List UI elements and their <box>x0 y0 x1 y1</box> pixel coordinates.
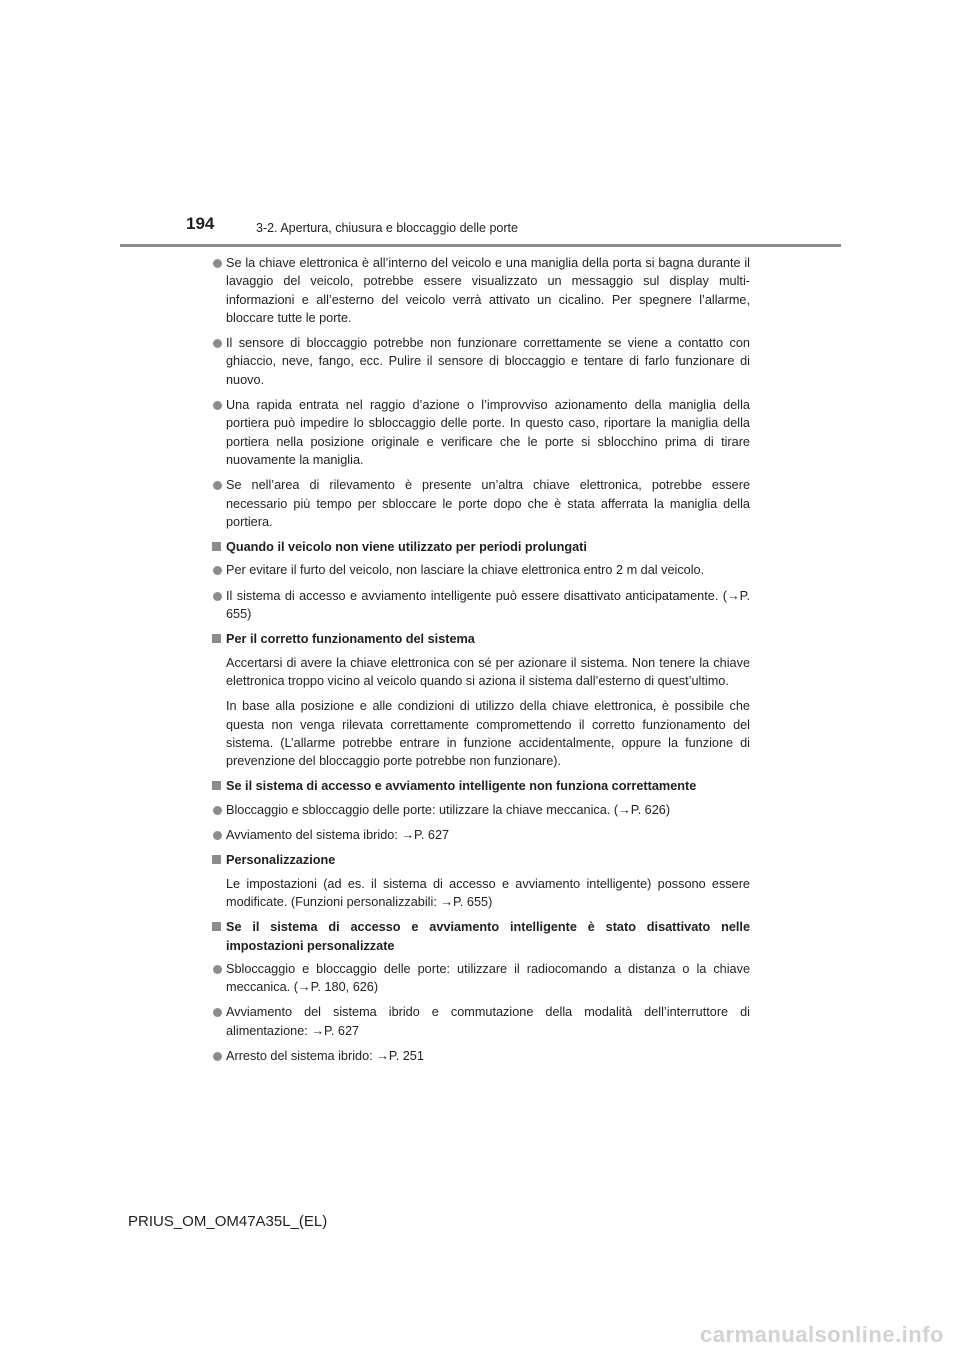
bullet-item <box>210 1003 750 1040</box>
bullet-icon <box>213 592 222 601</box>
section-heading <box>210 538 750 556</box>
heading-text: Personalizzazione <box>226 853 336 868</box>
bullet-text: Una rapida entrata nel raggio d’azione o l’improvviso azionamento della maniglia della portiera può impedire lo sbloccaggio delle porte. In questo caso, riportare la maniglia della portiera nella posizione originale e verificare che le porte si sblocchino prima di tirare nuovamente la maniglia. <box>226 398 750 467</box>
bullet-text: Se la chiave elettronica è all’interno del veicolo e una maniglia della porta si bagna durante il lavaggio del veicolo, potrebbe essere visualizzato un messaggio sul display multi-informazioni e all’esterno del veicolo verrà attivato un cicalino. Per spegnere l’allarme, bloccare tutte le porte. <box>226 256 750 325</box>
bullet-item <box>210 396 750 469</box>
section-heading <box>210 851 750 869</box>
square-icon <box>212 855 221 864</box>
bullet-text: Il sistema di accesso e avviamento intelligente può essere disattivato anticipatamente. (→P. 655) <box>226 588 750 622</box>
heading-text: Se il sistema di accesso e avviamento intelligente non funziona correttamente <box>226 779 697 794</box>
square-icon <box>212 634 221 643</box>
bullet-item <box>210 960 750 997</box>
bullet-text: Il sensore di bloccaggio potrebbe non funzionare correttamente se viene a contatto con ghiaccio, neve, fango, ecc. Pulire il sensore di bloccaggio e tentare di farlo funzionare di nuovo. <box>226 336 750 387</box>
bullet-icon <box>213 1052 222 1061</box>
header-divider <box>120 244 841 247</box>
section-title: 3-2. Apertura, chiusura e bloccaggio delle porte <box>256 221 518 235</box>
bullet-icon <box>213 481 222 490</box>
paragraph: Le impostazioni (ad es. il sistema di accesso e avviamento intelligente) possono essere modificate. (Funzioni personalizzabili: →P. 655) <box>226 876 750 909</box>
square-icon <box>212 781 221 790</box>
bullet-item <box>210 587 750 624</box>
bullet-icon <box>213 259 222 268</box>
bullet-icon <box>213 401 222 410</box>
bullet-item <box>210 561 750 579</box>
square-icon <box>212 542 221 551</box>
bullet-icon <box>213 339 222 348</box>
bullet-text: Sbloccaggio e bloccaggio delle porte: utilizzare il radiocomando a distanza o la chiave meccanica. (→P. 180, 626) <box>226 961 750 995</box>
footer-doc-code: PRIUS_OM_OM47A35L_(EL) <box>128 1213 328 1230</box>
bullet-text: Avviamento del sistema ibrido e commutazione della modalità dell’interruttore di alimentazione: →P. 627 <box>226 1005 750 1038</box>
section-heading <box>210 630 750 648</box>
page-number: 194 <box>186 214 215 233</box>
heading-text: Se il sistema di accesso e avviamento intelligente è stato disattivato nelle impostazioni personalizzate <box>226 920 750 953</box>
bullet-icon <box>213 1008 222 1017</box>
bullet-icon <box>213 965 222 974</box>
bullet-text: Avviamento del sistema ibrido: →P. 627 <box>226 828 450 843</box>
bullet-item <box>210 254 750 327</box>
bullet-text: Arresto del sistema ibrido: →P. 251 <box>226 1048 424 1063</box>
bullet-icon <box>213 806 222 815</box>
section-heading <box>210 777 750 795</box>
bullet-item <box>210 826 750 844</box>
bullet-item <box>210 1047 750 1065</box>
bullet-text: Se nell’area di rilevamento è presente un’altra chiave elettronica, potrebbe essere necessario più tempo per sbloccare le porte dopo che è stata afferrata la maniglia della portiera. <box>226 478 750 529</box>
heading-text: Per il corretto funzionamento del sistema <box>226 632 475 647</box>
bullet-item <box>210 801 750 819</box>
bullet-item <box>210 476 750 531</box>
bullet-icon <box>213 831 222 840</box>
page-content <box>210 254 750 1072</box>
bullet-text: Bloccaggio e sbloccaggio delle porte: utilizzare la chiave meccanica. (→P. 626) <box>226 802 671 817</box>
section-heading <box>210 918 750 955</box>
bullet-icon <box>213 566 222 575</box>
bullet-text: Per evitare il furto del veicolo, non lasciare la chiave elettronica entro 2 m dal veicolo. <box>226 563 705 578</box>
bullet-item <box>210 334 750 389</box>
watermark: carmanualsonline.info <box>700 1322 944 1347</box>
heading-text: Quando il veicolo non viene utilizzato per periodi prolungati <box>226 540 587 555</box>
square-icon <box>212 922 221 931</box>
paragraph: Accertarsi di avere la chiave elettronica con sé per azionare il sistema. Non tenere la chiave elettronica troppo vicino al veicolo quando si aziona il sistema dall’esterno di quest’ultimo. <box>226 655 750 688</box>
paragraph: In base alla posizione e alle condizioni di utilizzo della chiave elettronica, è possibile che questa non venga rilevata correttamente compromettendo il corretto funzionamento del sistema. (L’allarme potrebbe entrare in funzione accidentalmente, oppure la funzione di prevenzione del bloccaggio porte potrebbe non funzionare). <box>226 699 750 769</box>
